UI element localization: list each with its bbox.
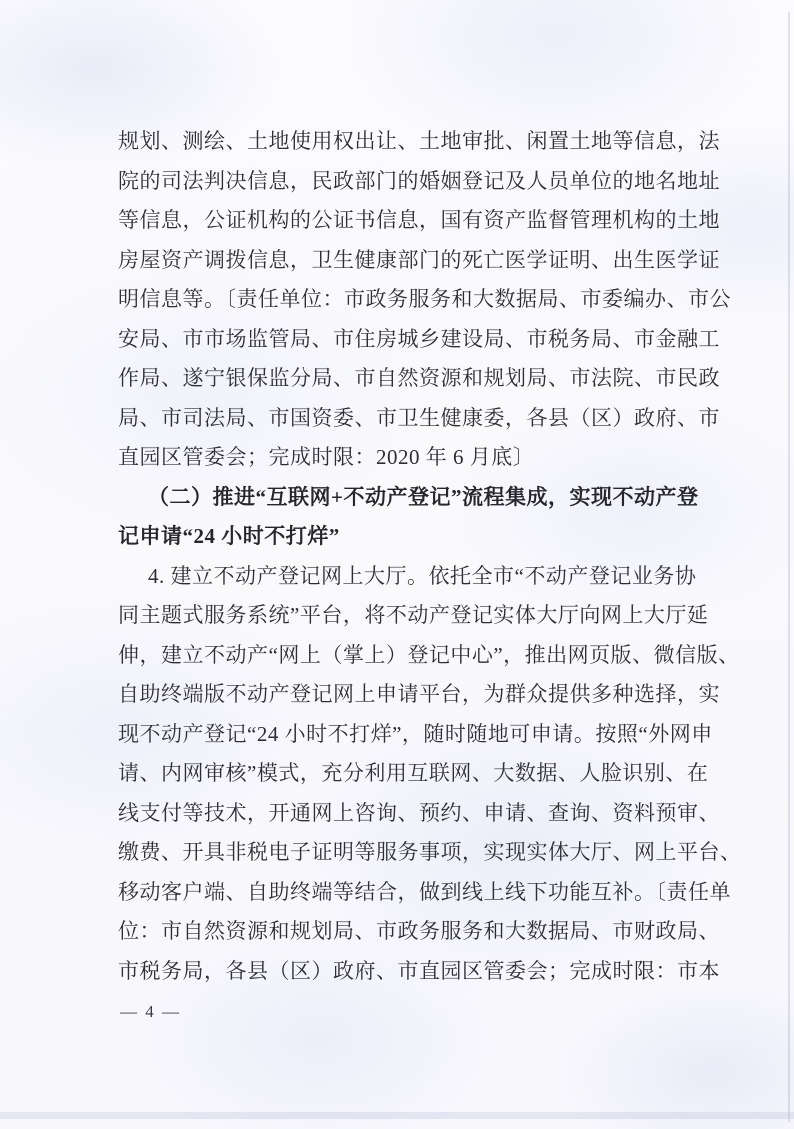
page-number: — 4 — bbox=[120, 1002, 181, 1021]
text-line: 院的司法判决信息，民政部门的婚姻登记及人员单位的地名地址 bbox=[118, 168, 720, 193]
text-line: 等信息，公证机构的公证书信息，国有资产监督管理机构的土地 bbox=[118, 208, 720, 232]
text-line: 伸，建立不动产“网上（掌上）登记中心”，推出网页版、微信版、 bbox=[118, 642, 740, 667]
document-body bbox=[118, 122, 742, 991]
text-line: 缴费、开具非税电子证明等服务事项，实现实体大厅、网上平台、 bbox=[118, 840, 742, 864]
section-heading-line: 记申请“24 小时不打烊” bbox=[118, 524, 340, 548]
text-line: 位：市自然资源和规划局、市政务服务和大数据局、市财政局、 bbox=[118, 919, 720, 943]
text-line: 安局、市市场监管局、市住房城乡建设局、市税务局、市金融工 bbox=[118, 326, 720, 351]
text-line: 规划、测绘、土地使用权出让、土地审批、闲置土地等信息，法 bbox=[118, 129, 720, 153]
section-heading-line: （二）推进“互联网+不动产登记”流程集成，实现不动产登 bbox=[148, 484, 699, 509]
text-line: 市税务局，各县（区）政府、市直园区管委会；完成时限：市本 bbox=[118, 958, 720, 983]
text-line: 自助终端版不动产登记网上申请平台，为群众提供多种选择，实 bbox=[118, 682, 720, 706]
text-line: 移动客户端、自助终端等结合，做到线上线下功能互补。〔责任单 bbox=[118, 879, 731, 904]
text-line: 同主题式服务系统”平台，将不动产登记实体大厅向网上大厅延 bbox=[118, 603, 709, 627]
scan-page-edge-bottom bbox=[0, 1112, 794, 1119]
text-line: 直园区管委会；完成时限：2020 年 6 月底〕 bbox=[118, 445, 535, 469]
text-line: 作局、遂宁银保监分局、市自然资源和规划局、市法院、市民政 bbox=[118, 366, 720, 390]
text-line: 明信息等。〔责任单位：市政务服务和大数据局、市委编办、市公 bbox=[118, 287, 731, 311]
text-line: 请、内网审核”模式，充分利用互联网、大数据、人脸识别、在 bbox=[118, 761, 709, 785]
text-line: 现不动产登记“24 小时不打烊”，随时随地可申请。按照“外网申 bbox=[118, 721, 713, 746]
text-line: 房屋资产调拨信息，卫生健康部门的死亡医学证明、出生医学证 bbox=[118, 247, 720, 272]
text-line: 局、市司法局、市国资委、市卫生健康委，各县（区）政府、市 bbox=[118, 405, 720, 430]
scan-page-edge-right bbox=[788, 12, 790, 1122]
text-line: 4. 建立不动产登记网上大厅。依托全市“不动产登记业务协 bbox=[148, 563, 697, 588]
text-line: 线支付等技术，开通网上咨询、预约、申请、查询、资料预审、 bbox=[118, 800, 720, 825]
